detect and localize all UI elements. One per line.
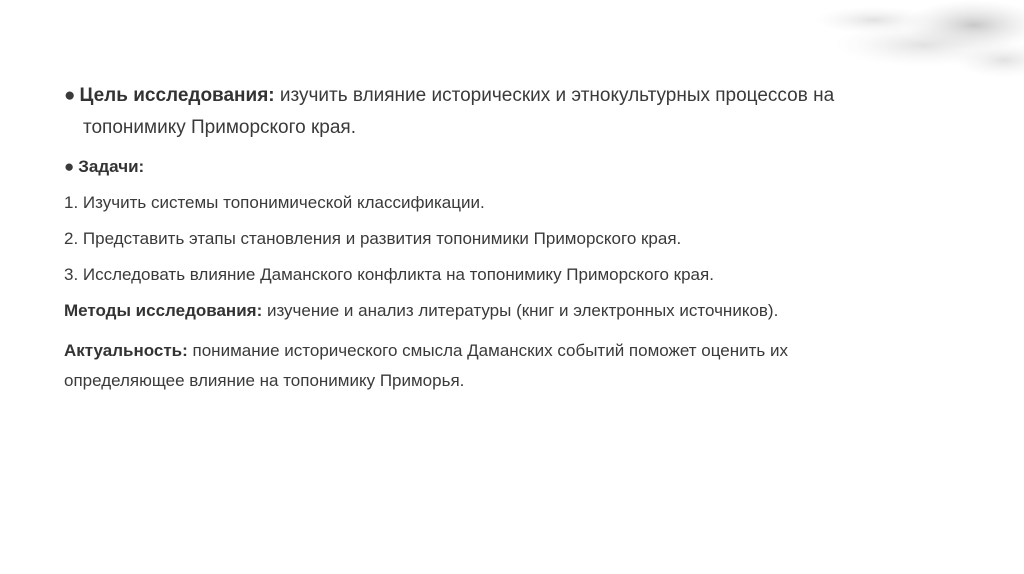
methods-label: Методы исследования: [64,301,263,320]
research-methods [64,296,964,326]
task-item-1: 1. Изучить системы топонимической классификации. [64,193,485,212]
relevance-label: Актуальность: [64,341,188,360]
tasks-label: Задачи: [78,157,145,176]
task-item-2: 2. Представить этапы становления и развития топонимики Приморского края. [64,229,682,248]
task-item-3: 3. Исследовать влияние Даманского конфликта на топонимику Приморского края. [64,265,714,284]
relevance-text-line1: понимание исторического смысла Даманских событий поможет оценить их [187,341,789,360]
bullet-icon: ● [64,85,76,106]
goal-text-line1: изучить влияние исторических и этнокультурных процессов на [274,85,835,106]
ink-wash-decoration [724,0,1024,90]
goal-text-line2: топонимику Приморского края. [83,117,356,138]
relevance [64,336,964,396]
research-goal [64,80,964,144]
bullet-icon: ● [64,157,75,176]
slide-content [64,80,964,396]
relevance-text-line2: определяющее влияние на топонимику Приморья. [64,371,465,390]
goal-label: Цель исследования: [79,85,275,106]
tasks-heading [64,152,964,182]
methods-text: изучение и анализ литературы (книг и электронных источников). [262,301,779,320]
